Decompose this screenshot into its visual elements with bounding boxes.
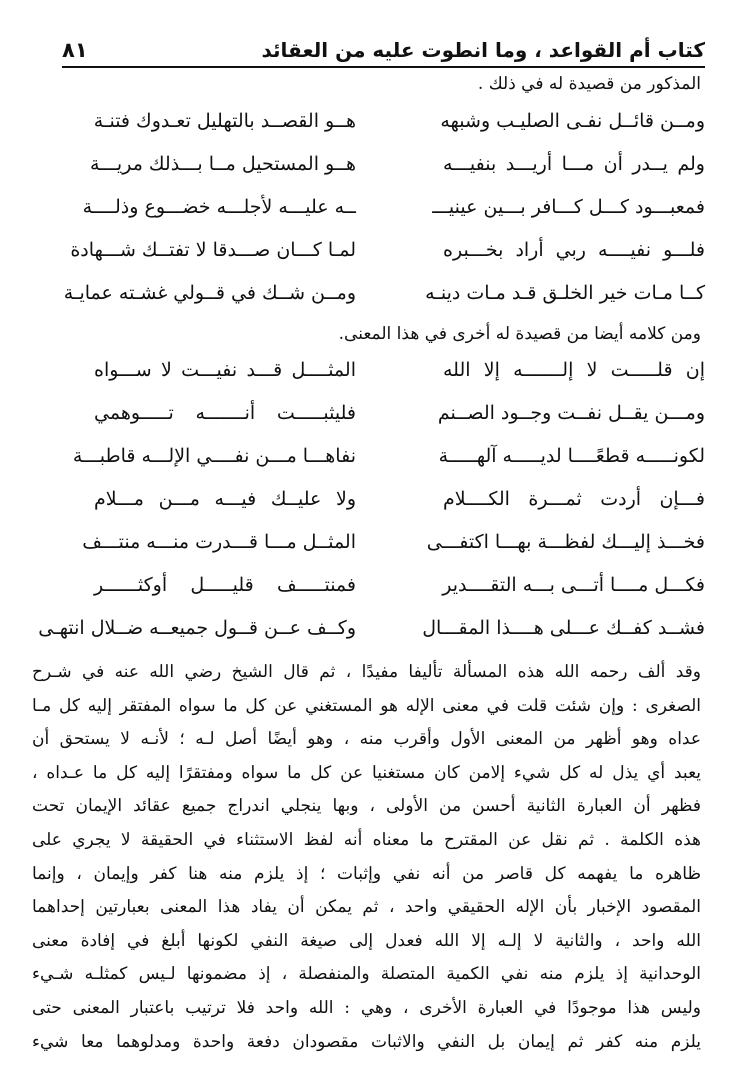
- prose-line: الله واحد ، والثانية لا إلـه إلا الله فعدل إلى صيغة النفي لكونها أبلغ في إفادة معنى: [32, 930, 701, 951]
- verse-second-hemistich: هــو المستحيل مــا بـــذلك مريـــة: [90, 153, 356, 175]
- verse-first-hemistich: ومـــن يقــل نفــت وجــود الصــنم: [437, 402, 705, 424]
- verse-row: [92, 108, 705, 151]
- verse-row: [72, 443, 705, 486]
- verse-first-hemistich: لكونـــــه قطعًــــا لديـــــه آلهـــــة: [438, 445, 705, 467]
- prose-line: هذه الكلمة . ثم نقل عن المقترح ما معناه أنه لفظ الاستثناء في الحقيقة لا يجري على: [32, 829, 701, 850]
- header-title: كتاب أم القواعد ، وما انطوت عليه من العقائد: [261, 38, 705, 62]
- verse-row: [92, 357, 705, 400]
- verse-second-hemistich: نفاهـــا مـــن نفــــي الإلـــه قاطبـــة: [72, 445, 356, 467]
- prose-line: المقصود الإخبار بأن الإله الحقيقي واحد ، ثم يمكن أن يفاد هذا المعنى بعبارتين إحداهما: [32, 897, 701, 918]
- verse-second-hemistich: المثــل مـــا قـــدرت منـــه منتـــف: [82, 531, 356, 553]
- prose-line: يلزم منه كفر ثم إيمان بل النفي والاثبات مقصودان دفعة واحدة ومدلوهما معا شيء: [32, 1031, 701, 1052]
- page-number: ٨١: [62, 38, 88, 62]
- prose-line: وقد ألف رحمه الله هذه المسألة تأليفا مفيدًا ، ثم قال الشيخ رضي الله عنه في شـرح: [32, 662, 701, 682]
- verse-first-hemistich: ومــن قائــل نفـى الصليـب وشبهه: [440, 110, 705, 132]
- prose-line: الوحدانية إذ يلزم منه نفي الكمية المتصلة والمنفصلة ، إذ مضمونها لـيس كمثلـه شـيء: [32, 964, 701, 985]
- verse-row: [82, 529, 705, 572]
- verse-second-hemistich: فمنتـــــف قليـــــل أوكثــــــر: [94, 574, 356, 596]
- verse-second-hemistich: وكــف عــن قــول جميعــه ضــلال انتهـى: [38, 617, 356, 639]
- verse-second-hemistich: فليثبـــــت أنـــــــه تـــــوهمي: [94, 402, 356, 424]
- verse-row: [92, 400, 705, 443]
- verse-row: [92, 151, 705, 194]
- verse-row: [92, 572, 705, 615]
- running-header: [62, 28, 705, 68]
- verse-second-hemistich: ــه عليـــه لأجلـــه خضـــوع وذلــــة: [82, 196, 356, 218]
- poem-second: [38, 357, 705, 658]
- verse-second-hemistich: المثــــل قـــد نفيـــت لا ســـواه: [94, 359, 356, 381]
- verse-first-hemistich: فلـــو نفيــــه ربي أراد بخـــبره: [443, 239, 705, 261]
- verse-first-hemistich: فشــد كفــك عـــلى هــــذا المقـــال: [422, 617, 705, 639]
- verse-second-hemistich: ولا عليــك فيـــه مـــن مـــلام: [94, 488, 356, 510]
- verse-first-hemistich: فمعبـــود كـــل كـــافر بـــين عينيـــ: [432, 196, 705, 218]
- poem2-intro-line: ومن كلامه أيضا من قصيدة له أخرى في هذا المعنى.: [338, 324, 701, 344]
- prose-line: يعبد أي يذل له كل شيء إلامن كان مستغنيا عن كل ما سواه ومفتقرًا إليه كل ما عـداه ،: [32, 762, 701, 783]
- poem-intro-line: المذكور من قصيدة له في ذلك .: [477, 74, 701, 94]
- verse-row: [70, 237, 705, 280]
- verse-first-hemistich: كــا مـات خير الخلـق قـد مـات دينـه: [425, 282, 705, 304]
- verse-first-hemistich: ولم يــدر أن مـــا أريـــد بنفيـــه: [443, 153, 705, 175]
- prose-line: ظاهره ما يفهمه كل قاصر من أنه نفي وإثبات ؛ إذ يلزم منه هنا كفر وإيمان ، وإنما: [32, 863, 701, 884]
- verse-row: [92, 486, 705, 529]
- prose-line: عداه وهو أظهر من المعنى الأول وأقرب منه ، وهو أيضًا أصل لـه ؛ لأنـه لا يستحق أن: [32, 729, 701, 750]
- prose-line: فظهر أن العبارة الثانية أحسن من الأولى ، وبها ينجلي اندراج جميع عقائد الإيمان تحت: [32, 796, 701, 817]
- verse-second-hemistich: ومــن شــك في قــولي غشـته عمايـة: [63, 282, 356, 304]
- prose-body: [32, 656, 701, 1059]
- prose-line: الصغرى : وإن شئت قلت في معنى الإله هو المستغني عن كل ما سواه المفتقر إليه كل مـا: [32, 695, 701, 716]
- verse-first-hemistich: إن قلـــــت لا إلـــــــه إلا الله: [443, 359, 705, 381]
- verse-first-hemistich: فكـــل مــــا أتـــى بـــه التقــــدير: [442, 574, 705, 596]
- verse-row: [82, 194, 705, 237]
- poem-first: [63, 108, 705, 323]
- verse-first-hemistich: فخـــذ إليـــك لفظـــة بهـــا اكتفـــى: [426, 531, 705, 553]
- verse-row: [63, 280, 705, 323]
- verse-second-hemistich: هــو القصــد بالتهليل تعـدوك فتنـة: [93, 110, 356, 132]
- verse-row: [38, 615, 705, 658]
- verse-first-hemistich: فـــإن أردت ثمـــرة الكــــلام: [443, 488, 705, 510]
- prose-line: وليس هذا موجودًا في العبارة الأخرى ، وهي : الله واحد فلا ترتيب باعتبار المعنى حتى: [32, 997, 701, 1018]
- verse-second-hemistich: لمـا كـــان صـــدقا لا تفتــك شـــهادة: [70, 239, 356, 261]
